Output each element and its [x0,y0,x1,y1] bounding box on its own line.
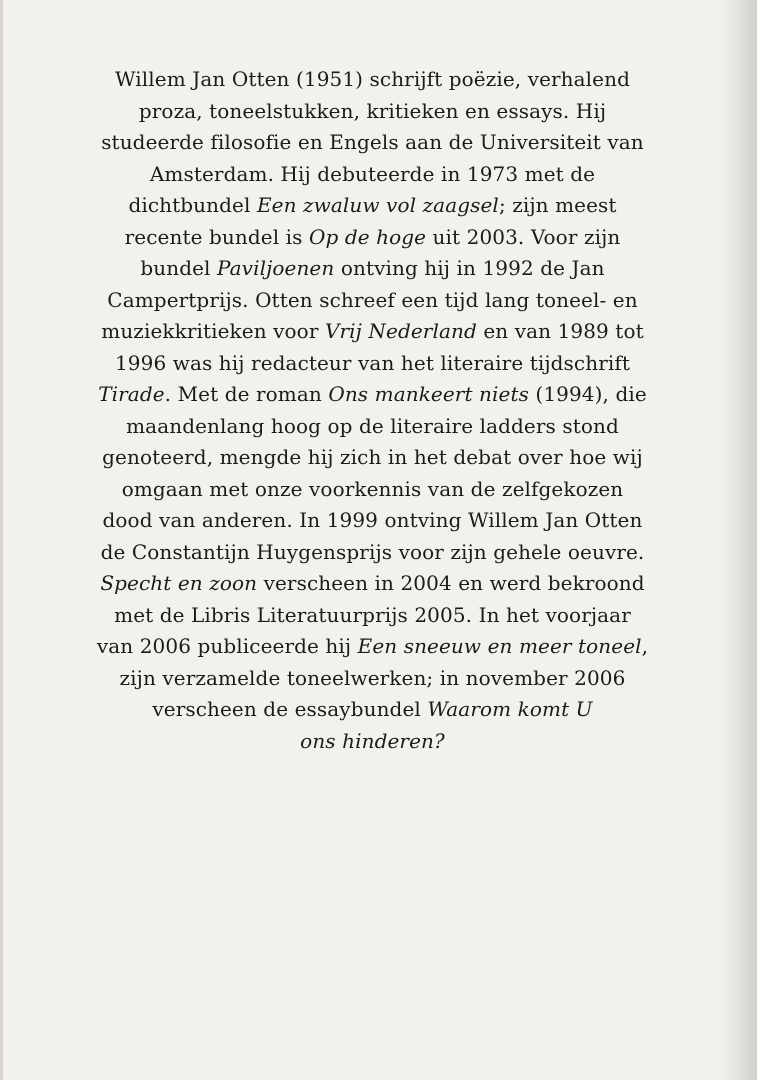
bio-line [70,694,675,726]
bio-text: en van 1989 tot [476,319,644,343]
bio-text: Amsterdam. Hij debuteerde in 1973 met de [149,161,596,186]
bio-text: uit 2003. Voor zijn [426,224,621,249]
bio-text: (1994), die [528,382,647,406]
author-biography [70,64,675,757]
bio-text: zijn verzamelde toneelwerken; in november 2006 [119,665,626,690]
bio-line [70,726,675,758]
bio-text: omgaan met onze voorkennis van de zelfgekozen [121,476,624,501]
work-title: Een zwaluw vol zaagsel [256,193,499,217]
work-title: ons hinderen? [300,728,445,753]
bio-text: studeerde filosofie en Engels aan de Universiteit van [101,130,644,154]
bio-line [70,663,675,695]
bio-line [70,96,675,128]
bio-text: ontving hij in 1992 de Jan [334,256,605,280]
bio-text: proza, toneelstukken, kritieken en essays. Hij [138,98,607,123]
bio-line [70,285,675,317]
bio-line [70,127,675,159]
bio-text: dichtbundel [128,193,257,217]
bio-line [70,64,675,96]
bio-line [70,379,675,411]
bio-line [70,348,675,380]
work-title: Ons mankeert niets [328,382,529,406]
bio-line [70,159,675,191]
bio-text: de Constantijn Huygensprijs voor zijn gehele oeuvre. [100,539,645,564]
bio-text: dood van anderen. In 1999 ontving Willem Jan Otten [102,508,643,532]
bio-text: bundel [140,256,217,280]
bio-line [70,190,675,222]
work-title: Specht en zoon [100,571,258,595]
bio-text: Willem Jan Otten (1951) schrijft poëzie, verhalend [114,67,631,91]
bio-text: recente bundel is [124,224,309,249]
bio-text: , [641,634,649,658]
bio-text: van 2006 publiceerde hij [96,634,358,658]
bio-line [70,568,675,600]
bio-text: verscheen de essaybundel [152,697,428,721]
spine-shadow [719,0,757,1080]
work-title: Op de hoge [308,224,427,249]
bio-line [70,474,675,506]
bio-text: maandenlang hoog op de literaire ladders stond [126,413,619,438]
bio-text: verscheen in 2004 en werd bekroond [257,571,645,595]
bio-text: genoteerd, mengde hij zich in het debat over hoe wij [102,445,643,469]
work-title: Waarom komt U [427,697,593,721]
bio-line [70,537,675,569]
bio-text: 1996 was hij redacteur van het literaire tijdschrift [114,350,630,375]
work-title: Een sneeuw en meer toneel [357,634,642,658]
work-title: Vrij Nederland [324,319,477,343]
bio-line [70,442,675,474]
work-title: Tirade [98,382,165,406]
bio-text: Campertprijs. Otten schreef een tijd lang toneel- en [107,287,638,312]
work-title: Paviljoenen [217,256,335,280]
bio-text: muziekkritieken voor [101,319,325,343]
bio-line [70,411,675,443]
bio-line [70,316,675,348]
bio-text: met de Libris Literatuurprijs 2005. In het voorjaar [114,602,631,627]
bio-line [70,600,675,632]
bio-line [70,253,675,285]
bio-text: ; zijn meest [498,193,617,217]
bio-line [70,505,675,537]
bio-line [70,222,675,254]
page-edge [0,0,3,1080]
bio-line [70,631,675,663]
bio-text: . Met de roman [164,382,329,406]
